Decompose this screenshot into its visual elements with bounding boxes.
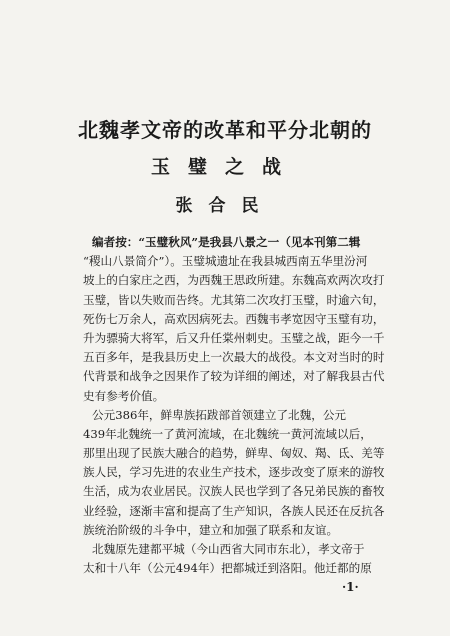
- editor-note-line: 坡上的白家庄之西，为西魏王思政所建。东魏高欢两次攻打: [83, 273, 385, 288]
- article-author: 张合民: [175, 196, 275, 216]
- editor-note-line: 编者按：“玉璧秋风”是我县八景之一（见本刊第二辑: [92, 235, 361, 249]
- editor-note-line: 玉璧，皆以失败而告终。尤其第二次攻打玉璧，时逾六旬，: [83, 292, 385, 307]
- editor-note-line: 代背景和战争之因果作了较为详细的阐述，对了解我县古代: [83, 369, 385, 384]
- paragraph-line: 公元386年，鲜卑族拓跋部首领建立了北魏，公元: [92, 407, 347, 422]
- paragraph-line: 族统治阶级的斗争中，建立和加强了联系和友谊。: [83, 522, 339, 537]
- editor-note-line: 史有参考价值。: [83, 388, 165, 403]
- article-body: [83, 233, 403, 578]
- paragraph-line: 北魏原先建都平城（今山西省大同市东北），孝文帝于: [92, 542, 365, 556]
- editor-note-line: 死伤七万余人，高欢因病死去。西魏韦孝宽因守玉璧有功，: [83, 311, 385, 326]
- paragraph-line: 那里出现了民族大融合的趋势，鲜卑、匈奴、羯、氐、羌等: [83, 446, 385, 461]
- paragraph-line: 族人民，学习先进的农业生产技术，逐步改变了原来的游牧: [83, 465, 385, 480]
- article-subtitle: 玉璧之战: [150, 156, 299, 178]
- editor-note-line: “稷山八景简介”）。玉璧城遗址在我县城西南五华里汾河: [83, 254, 368, 269]
- paragraph-line: 业经验，逐渐丰富和提高了生产知识，各族人民还在反抗各: [83, 503, 385, 518]
- editor-note-line: 五百多年，是我县历史上一次最大的战役。本文对当时的时: [83, 350, 385, 365]
- article-title: 北魏孝文帝的改革和平分北朝的: [78, 118, 372, 142]
- editor-note-line: 升为骠骑大将军，后又升任棠州刺史。玉璧之战，距今一千: [83, 330, 385, 345]
- paragraph-line: 生活，成为农业居民。汉族人民也学到了各兄弟民族的畜牧: [83, 484, 385, 499]
- paragraph-line: 太和十八年（公元494年）把都城迁到洛阳。他迁都的原: [83, 561, 372, 576]
- paragraph-line: 439年北魏统一了黄河流域，在北魏统一黄河流域以后，: [83, 426, 372, 441]
- page-number: ·1·: [342, 580, 359, 594]
